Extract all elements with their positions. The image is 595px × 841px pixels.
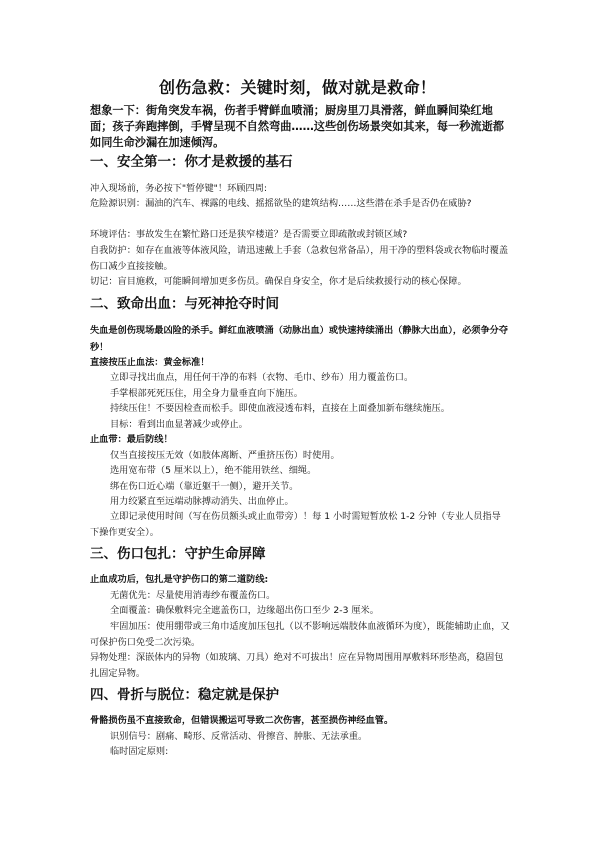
section-2-subheading-tourniquet: 止血带：最后防线！ (90, 434, 173, 445)
tourniquet-step-2: 选用宽布带（5 厘米以上），绝不能用铁丝、细绳。 (110, 465, 317, 476)
bandage-step-4: 异物处理：深嵌体内的异物（如玻璃、刀具）绝对不可拔出！应在异物周围用厚敷料环形垫高，稳固包扎固定异物。 (90, 652, 504, 679)
section-2-lead: 失血是创伤现场最凶险的杀手。鲜红血液喷涌（动脉出血）或快速持续涌出（静脉大出血），必须争分夺秒！ (90, 325, 509, 353)
bandage-step-3: 牢固加压：使用绷带或三角巾适度加压包扎（以不影响远端肢体血液循环为度），既能辅助止血，又可保护伤口免受二次污染。 (90, 621, 510, 648)
tourniquet-step-3: 绑在伤口近心端（靠近躯干一侧），避开关节。 (110, 481, 299, 492)
section-2-heading: 二、致命出血：与死神抢夺时间 (90, 296, 279, 312)
fracture-fixation-principles: 临时固定原则: (110, 746, 169, 757)
bandage-step-1: 无菌优先：尽量使用消毒纱布覆盖伤口。 (110, 590, 276, 601)
section-1-paragraph-5: 切记：盲目施救，可能瞬间增加更多伤员。确保自身安全，你才是后续救援行动的核心保障。 (90, 276, 467, 287)
intro-paragraph: 想象一下：街角突发车祸，伤者手臂鲜血喷涌；厨房里刀具滑落，鲜血瞬间染红地面；孩子奔跑摔倒，手臂呈现不自然弯曲……这些创伤场景突如其来，每一秒流逝都如同生命沙漏在加速倾泻。 (90, 104, 504, 149)
document-title: 创伤急救：关键时刻，做对就是救命！ (158, 78, 437, 97)
pressure-step-4: 目标：看到出血显著减少或停止。 (110, 419, 248, 430)
section-1-paragraph-4: 自我防护：如存在血液等体液风险，请迅速戴上手套（急救包常备品），用干净的塑料袋或衣物临时覆盖伤口减少直接接触。 (90, 245, 509, 272)
section-3-lead: 止血成功后，包扎是守护伤口的第二道防线: (90, 574, 269, 585)
pressure-step-1: 立即寻找出血点，用任何干净的布料（衣物、毛巾、纱布）用力覆盖伤口。 (110, 372, 414, 383)
section-1-paragraph-3: 环境评估：事故发生在繁忙路口还是狭窄楼道？是否需要立即疏散或封锁区域? (90, 229, 408, 240)
tourniquet-step-5: 立即记录使用时间（写在伤员额头或止血带旁）！每 1 小时需短暂放松 1-2 分钟（专业人员指导下操作更安全）。 (90, 511, 501, 538)
tourniquet-step-4: 用力绞紧直至远端动脉搏动消失、出血停止。 (110, 496, 294, 507)
section-4-heading: 四、骨折与脱位：稳定就是保护 (90, 687, 279, 703)
pressure-step-3: 持续压住！不要因检查而松手。即使血液浸透布料，直接在上面叠加新布继续施压。 (110, 403, 450, 414)
bandage-step-2: 全面覆盖：确保敷料完全遮盖伤口，边缘超出伤口至少 2-3 厘米。 (110, 605, 379, 616)
section-2-subheading-pressure: 直接按压止血法：黄金标准！ (90, 357, 210, 368)
pressure-step-2: 手掌根部死死压住，用全身力量垂直向下施压。 (110, 388, 303, 399)
fracture-signs: 识别信号：剧痛、畸形、反常活动、骨擦音、肿胀、无法承重。 (110, 731, 368, 742)
section-4-lead: 骨骼损伤虽不直接致命，但错误搬运可导致二次伤害，甚至损伤神经血管。 (90, 715, 394, 726)
section-1-paragraph-2: 危险源识别：漏油的汽车、裸露的电线、摇摇欲坠的建筑结构……这些潜在杀手是否仍在威胁? (90, 198, 472, 209)
section-3-heading: 三、伤口包扎：守护生命屏障 (90, 546, 266, 562)
tourniquet-step-1: 仅当直接按压无效（如肢体离断、严重挤压伤）时使用。 (110, 450, 340, 461)
section-1-paragraph-1: 冲入现场前，务必按下"暂停键"！环顾四周: (90, 183, 267, 194)
section-1-heading: 一、安全第一：你才是救援的基石 (90, 154, 293, 170)
